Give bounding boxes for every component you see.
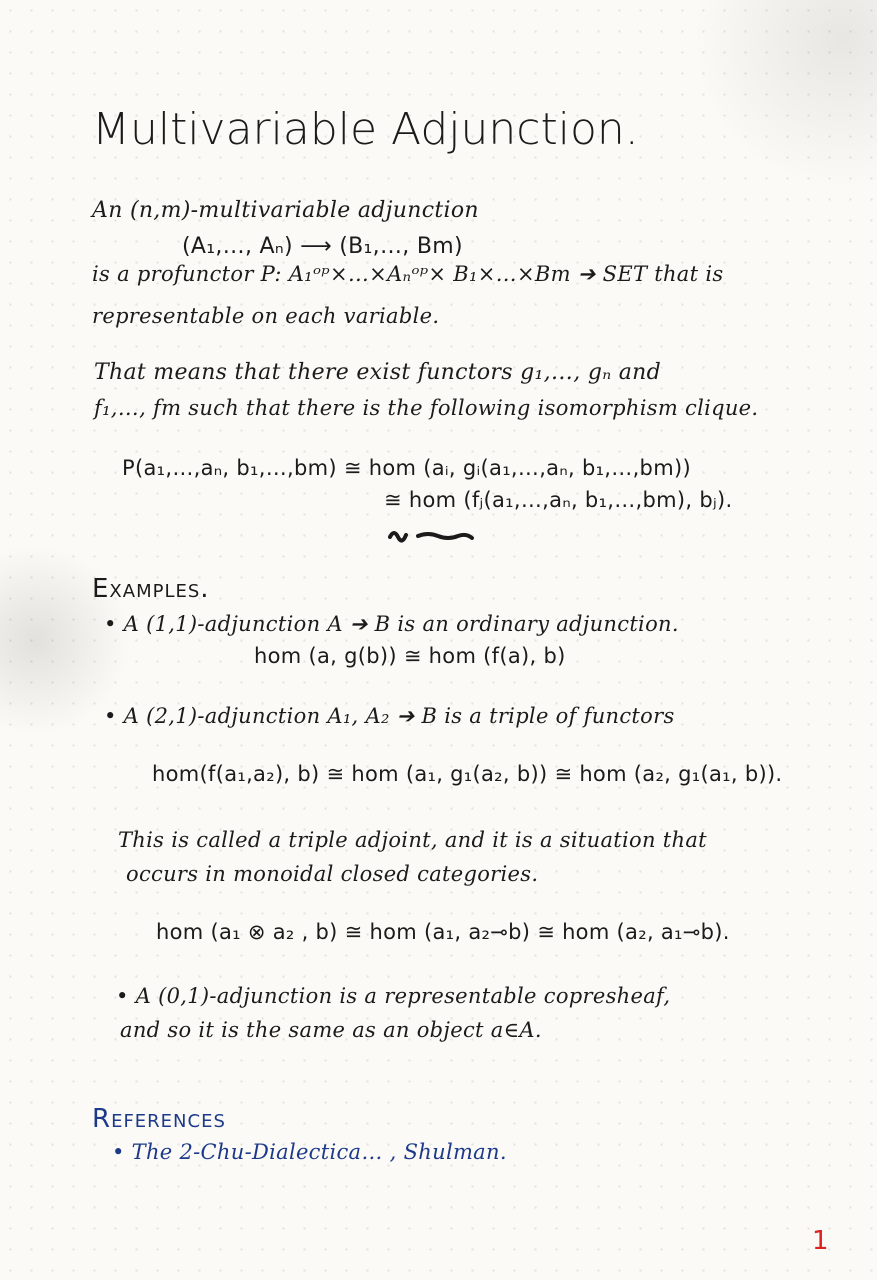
- definition-line-1: An (n,m)-multivariable adjunction: [92, 198, 479, 223]
- definition-line-3: is a profunctor P: A₁ᵒᵖ×…×Aₙᵒᵖ× B₁×…×Bm ➔ SET that is: [92, 262, 724, 286]
- example-3-line-2: and so it is the same as an object a∈A.: [120, 1018, 542, 1042]
- triple-adjoint-line-1: This is called a triple adjoint, and it is a situation that: [118, 828, 707, 852]
- reference-item-1: • The 2-Chu-Dialectica… , Shulman.: [112, 1140, 507, 1164]
- page-number: 1: [812, 1226, 829, 1256]
- example-1-line-1: • A (1,1)-adjunction A ➔ B is an ordinary adjunction.: [104, 612, 679, 636]
- examples-heading: Examples.: [92, 574, 210, 604]
- example-3-line-1: • A (0,1)-adjunction is a representable copresheaf,: [116, 984, 671, 1008]
- references-heading: References: [92, 1104, 226, 1134]
- example-2-line-2: hom(f(a₁,a₂), b) ≅ hom (a₁, g₁(a₂, b)) ≅ hom (a₂, g₁(a₁, b)).: [152, 762, 783, 786]
- iso-line-1: P(a₁,…,aₙ, b₁,…,bm) ≅ hom (aᵢ, gᵢ(a₁,…,aₙ, b₁,…,bm)): [122, 456, 691, 480]
- triple-adjoint-formula: hom (a₁ ⊗ a₂ , b) ≅ hom (a₁, a₂⊸b) ≅ hom (a₂, a₁⊸b).: [156, 920, 730, 944]
- definition-line-4: representable on each variable.: [92, 304, 440, 328]
- means-line-1: That means that there exist functors g₁,…, gₙ and: [94, 360, 661, 385]
- page-title: Multivariable Adjunction.: [92, 104, 639, 155]
- means-line-2: f₁,…, fm such that there is the following isomorphism clique.: [94, 396, 759, 420]
- triple-adjoint-line-2: occurs in monoidal closed categories.: [126, 862, 539, 886]
- definition-line-2: (A₁,…, Aₙ) ⟶ (B₁,…, Bm): [182, 234, 463, 259]
- example-1-line-2: hom (a, g(b)) ≅ hom (f(a), b): [254, 644, 566, 668]
- example-2-line-1: • A (2,1)-adjunction A₁, A₂ ➔ B is a triple of functors: [104, 704, 675, 728]
- iso-line-2: ≅ hom (fⱼ(a₁,…,aₙ, b₁,…,bm), bⱼ).: [384, 488, 733, 512]
- crossed-out-scribble: [388, 526, 488, 548]
